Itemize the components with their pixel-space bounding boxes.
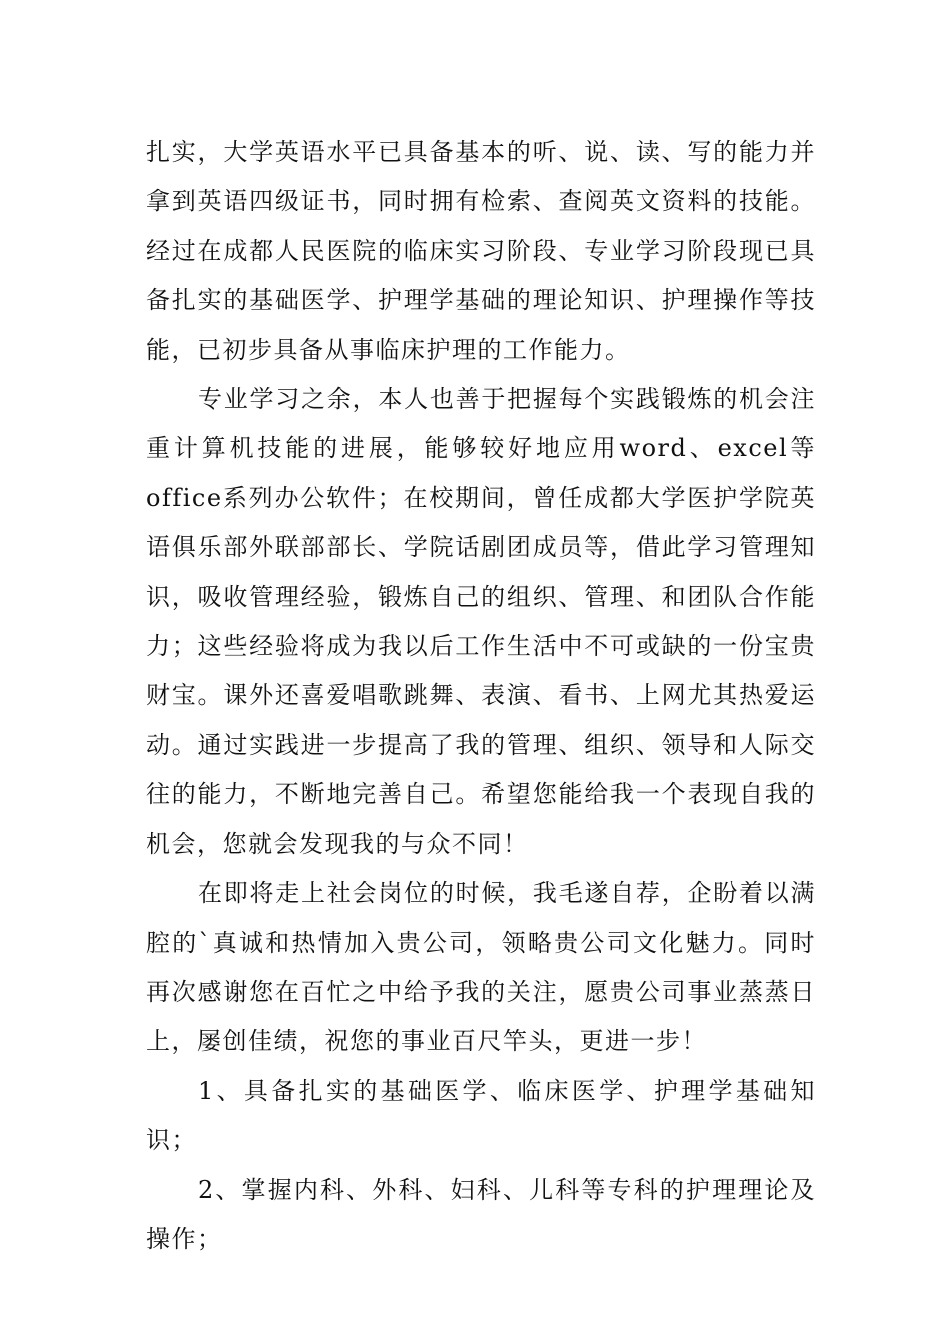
body-text (146, 128, 816, 1264)
paragraph-3: 在即将走上社会岗位的时候，我毛遂自荐，企盼着以满腔的`真诚和热情加入贵公司，领略贵公司文化魅力。同时再次感谢您在百忙之中给予我的关注，愿贵公司事业蒸蒸日上，屡创佳绩，祝您的事业百尺竿头，更进一步！ (146, 879, 816, 1056)
paragraph-2: 专业学习之余，本人也善于把握每个实践锻炼的机会注重计算机技能的进展，能够较好地应用word、excel等office系列办公软件；在校期间，曾任成都大学医护学院英语俱乐部外联部部长、学院话剧团成员等，借此学习管理知识，吸收管理经验，锻炼自己的组织、管理、和团队合作能力；这些经验将成为我以后工作生活中不可或缺的一份宝贵财宝。课外还喜爱唱歌跳舞、表演、看书、上网尤其热爱运动。通过实践进一步提高了我的管理、组织、领导和人际交往的能力，不断地完善自己。希望您能给我一个表现自我的机会，您就会发现我的与众不同！ (146, 385, 816, 858)
paragraph-1: 扎实，大学英语水平已具备基本的听、说、读、写的能力并拿到英语四级证书，同时拥有检索、查阅英文资料的技能。经过在成都人民医院的临床实习阶段、专业学习阶段现已具备扎实的基础医学、护理学基础的理论知识、护理操作等技能，已初步具备从事临床护理的工作能力。 (146, 138, 816, 364)
list-item-1: 1、具备扎实的基础医学、临床医学、护理学基础知识； (146, 1076, 816, 1155)
list-item-2: 2、掌握内科、外科、妇科、儿科等专科的护理理论及操作； (146, 1175, 816, 1253)
